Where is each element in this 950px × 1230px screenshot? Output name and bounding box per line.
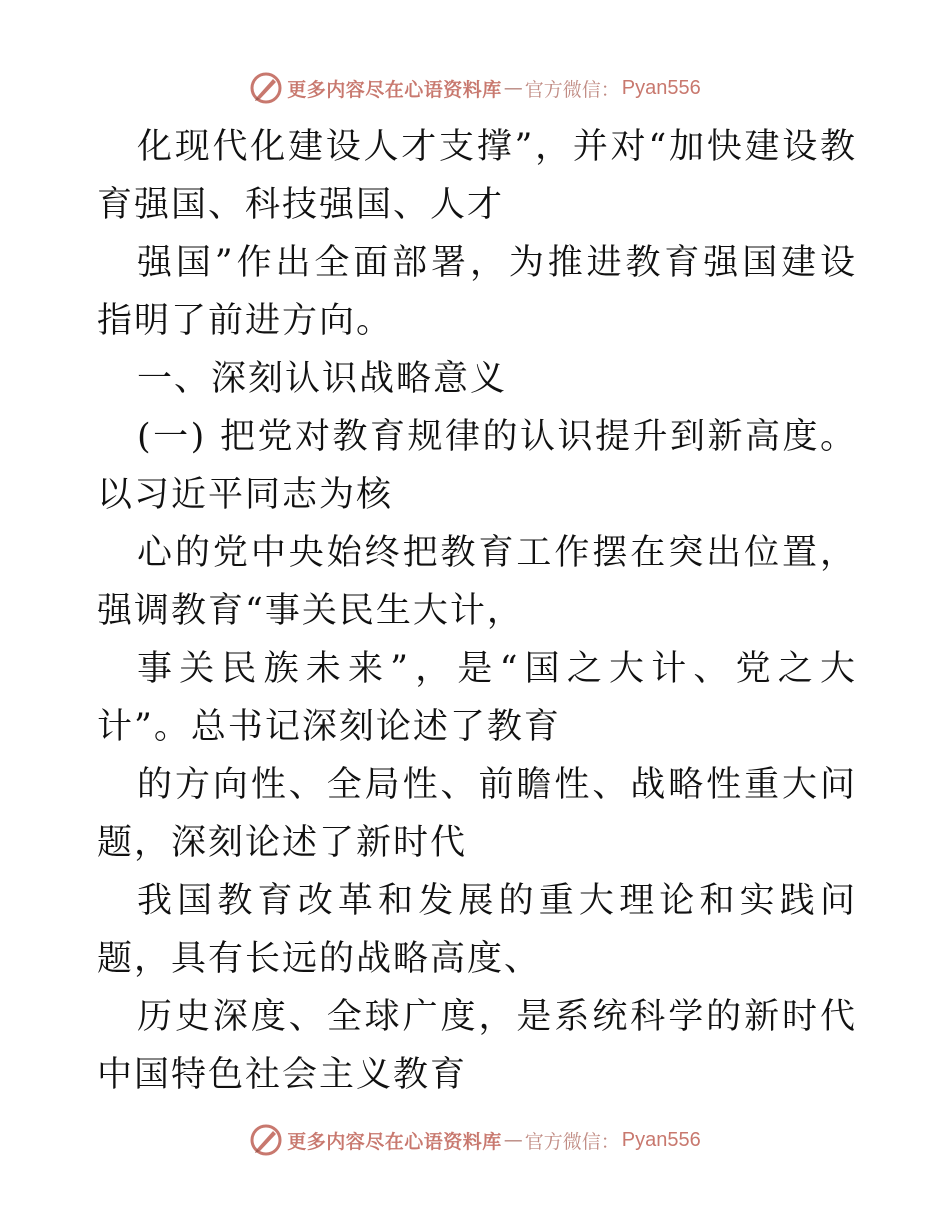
- paragraph: 历史深度、全球广度，是系统科学的新时代中国特色社会主义教育: [97, 997, 857, 1095]
- paragraph: 心的党中央始终把教育工作摆在突出位置，强调教育“事关民生大计，: [97, 533, 857, 631]
- watermark-official-label: 官方微信：: [524, 78, 620, 101]
- watermark-separator: —: [503, 77, 523, 99]
- paragraph: 事关民族未来”，是“国之大计、党之大计”。总书记深刻论述了教育: [97, 649, 857, 747]
- paragraph: 我国教育改革和发展的重大理论和实践问题，具有长远的战略高度、: [97, 881, 857, 979]
- watermark-wechat-id: Pyan556: [621, 1128, 701, 1151]
- watermark-main-text: 更多内容尽在心语资料库: [287, 78, 502, 101]
- document-body: [97, 118, 857, 1104]
- section-heading: 一、深刻认识战略意义: [137, 359, 508, 399]
- footer-watermark: [0, 1120, 950, 1160]
- paragraph: (一) 把党对教育规律的认识提升到新高度。以习近平同志为核: [97, 417, 857, 515]
- watermark-separator: —: [503, 1129, 523, 1151]
- header-watermark: [0, 68, 950, 108]
- watermark-wechat-id: Pyan556: [621, 76, 701, 99]
- paragraph: 化现代化建设人才支撑”，并对“加快建设教育强国、科技强国、人才: [97, 127, 857, 225]
- paragraph: 强国”作出全面部署，为推进教育强国建设指明了前进方向。: [97, 243, 857, 341]
- watermark-main-text: 更多内容尽在心语资料库: [287, 1130, 502, 1153]
- paragraph: 的方向性、全局性、前瞻性、战略性重大问题，深刻论述了新时代: [97, 765, 857, 863]
- watermark-official-label: 官方微信：: [524, 1130, 620, 1153]
- pen-logo-icon: [249, 1123, 283, 1157]
- pen-logo-icon: [249, 71, 283, 105]
